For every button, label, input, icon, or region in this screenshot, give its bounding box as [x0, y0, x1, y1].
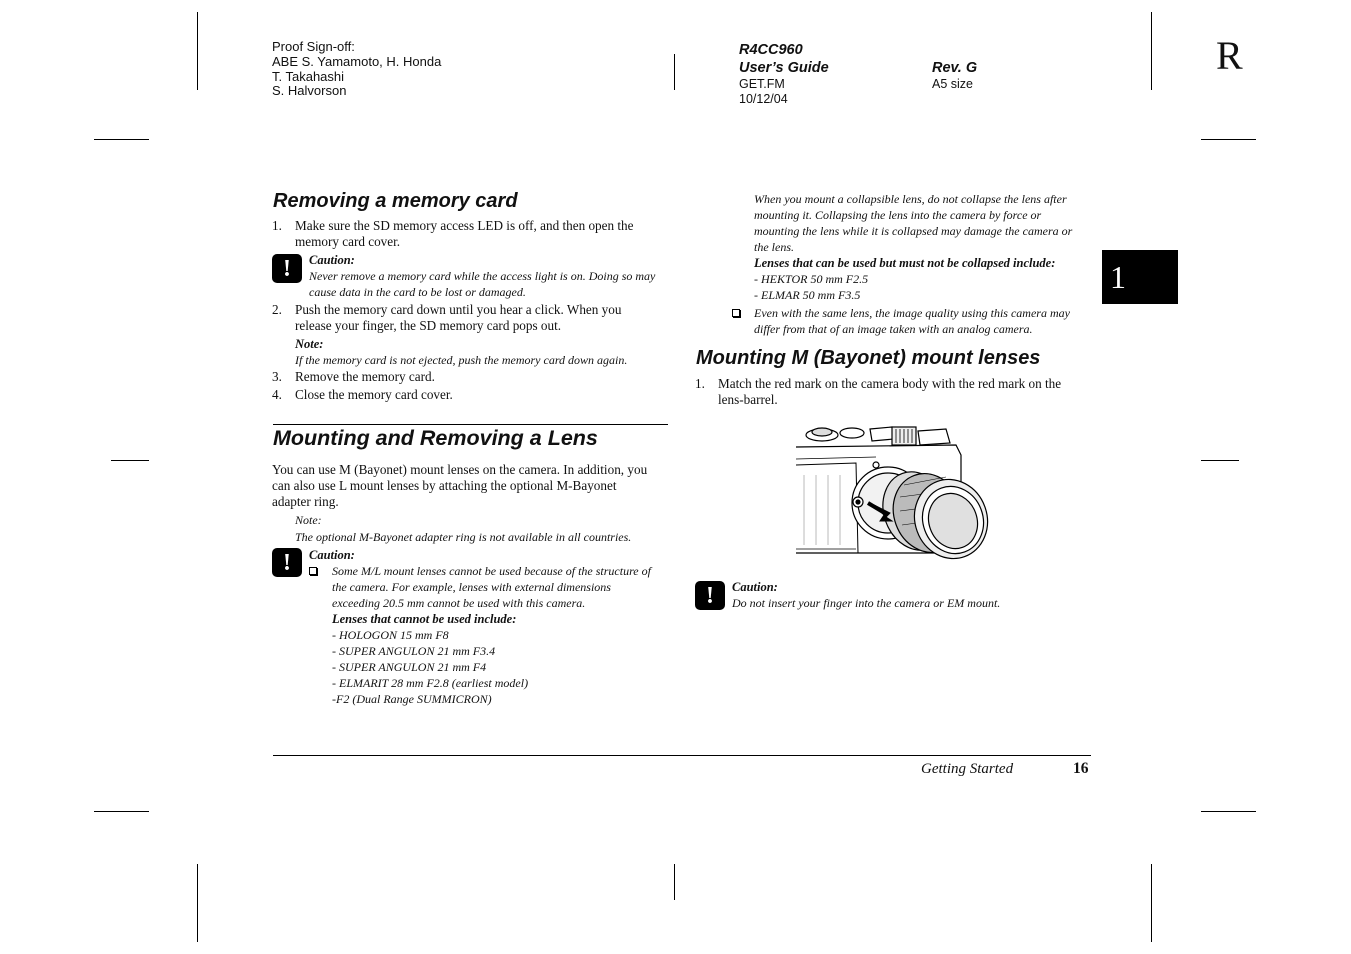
note-block-1 — [295, 336, 627, 368]
caution-text: the lens. — [754, 240, 794, 254]
note-block-2 — [295, 512, 631, 545]
paragraph-line: You can use M (Bayonet) mount lenses on the camera. In addition, you — [272, 462, 648, 477]
image-quality-bullet — [754, 305, 1099, 337]
cannot-use-label: Lenses that cannot be used include: — [332, 612, 517, 626]
caution-text: mounting the lens while it is collapsed may damage the camera or — [754, 224, 1073, 238]
proof-signoff — [272, 40, 441, 99]
caution-exclamation-icon: ! — [695, 581, 725, 610]
lens-list-item: -F2 (Dual Range SUMMICRON) — [332, 692, 492, 706]
caution-text: Even with the same lens, the image quality using this camera may — [754, 306, 1070, 320]
step-text: Remove the memory card. — [295, 369, 435, 384]
lens-list-item: - HOLOGON 15 mm F8 — [332, 628, 449, 642]
proof-line: S. Halvorson — [272, 83, 347, 99]
note-text: The optional M-Bayonet adapter ring is not available in all countries. — [295, 530, 632, 544]
lens-list-item: - HEKTOR 50 mm F2.5 — [754, 272, 869, 286]
can-use-label: Lenses that can be used but must not be collapsed include: — [754, 256, 1056, 270]
page-number: 16 — [1073, 760, 1089, 777]
paragraph-line: adapter ring. — [272, 494, 339, 510]
caution-block-3 — [732, 579, 1097, 611]
corner-letter: R — [1216, 33, 1243, 78]
step-number: 2. — [272, 302, 282, 317]
footer-rule — [273, 755, 1091, 756]
section-title-mounting-bayonet: Mounting M (Bayonet) mount lenses — [696, 347, 1041, 369]
step-number: 3. — [272, 369, 282, 384]
step-text: Push the memory card down until you hear a click. When you — [295, 302, 622, 317]
caution-text: the camera. For example, lenses with external dimensions — [332, 580, 611, 594]
crop-mark-right-middle — [1201, 460, 1239, 461]
step-2 — [272, 302, 672, 334]
crop-mark-right-lower — [1201, 811, 1256, 812]
intro-paragraph — [272, 462, 672, 511]
caution-text: mounting it. Collapsing the lens into the camera by force or — [754, 208, 1042, 222]
caution-text: Some M/L mount lenses cannot be used because of the structure of — [332, 564, 651, 578]
section-title-removing-memory-card: Removing a memory card — [273, 190, 518, 212]
caution-label: Caution: — [309, 548, 355, 562]
document-info — [739, 41, 829, 107]
proof-line: ABE S. Yamamoto, H. Honda — [272, 53, 442, 69]
caution-label: Caution: — [309, 253, 355, 267]
section-title-mounting-removing-lens: Mounting and Removing a Lens — [273, 426, 598, 450]
lens-list-item: - ELMARIT 28 mm F2.8 (earliest model) — [332, 676, 529, 690]
crop-mark-left-upper — [94, 139, 149, 140]
paragraph-line: can also use L mount lenses by attaching the optional M-Bayonet — [272, 478, 617, 494]
crop-mark-left-middle — [111, 460, 149, 461]
checkbox-bullet-icon — [732, 309, 740, 317]
document-file: GET.FM — [739, 77, 785, 91]
caution-block-2 — [309, 547, 674, 707]
caution-exclamation-icon: ! — [272, 548, 302, 577]
step-text: release your finger, the SD memory card pops out. — [295, 318, 562, 334]
footer-section: Getting Started — [921, 761, 1014, 777]
step-text: Close the memory card cover. — [295, 387, 453, 402]
step-text: Match the red mark on the camera body with the red mark on the — [718, 376, 1062, 391]
document-date: 10/12/04 — [739, 92, 788, 106]
caution-text: exceeding 20.5 mm cannot be used with this camera. — [332, 596, 586, 610]
step-4 — [272, 387, 672, 403]
collapsible-lens-block — [754, 191, 1099, 303]
caution-label: Caution: — [732, 580, 778, 594]
lens-list-item: - SUPER ANGULON 21 mm F3.4 — [332, 644, 496, 658]
step-1 — [272, 218, 672, 250]
step-3 — [272, 369, 672, 385]
step-1-right — [695, 376, 1095, 408]
document-guide: User’s Guide — [739, 60, 829, 76]
step-number: 1. — [272, 218, 282, 233]
crop-mark-bottom-right — [1151, 864, 1152, 942]
crop-mark-bottom-left — [197, 864, 198, 942]
step-number: 4. — [272, 387, 282, 402]
caution-text: cause data in the card to be lost or damaged. — [309, 285, 526, 299]
caution-text: Never remove a memory card while the access light is on. Doing so may — [309, 269, 656, 283]
revision-info — [932, 59, 977, 92]
step-text: Make sure the SD memory access LED is off, and then open the — [295, 218, 634, 233]
crop-mark-right-upper — [1201, 139, 1256, 140]
caution-text: When you mount a collapsible lens, do not collapse the lens after — [754, 192, 1067, 206]
lens-list-item: - ELMAR 50 mm F3.5 — [754, 288, 861, 302]
checkbox-bullet-icon — [309, 567, 317, 575]
revision-label: Rev. G — [932, 60, 978, 76]
caution-text: differ from that of an image taken with an analog camera. — [754, 322, 1033, 336]
proof-line: T. Takahashi — [272, 68, 345, 84]
document-code: R4CC960 — [739, 42, 803, 58]
crop-mark-bottom-center — [674, 864, 675, 900]
note-text: If the memory card is not ejected, push the memory card down again. — [295, 353, 628, 367]
crop-mark-top-center — [674, 54, 675, 90]
chapter-tab: 1 — [1102, 250, 1178, 304]
camera-lens-illustration — [796, 425, 996, 565]
page-size: A5 size — [932, 77, 973, 91]
step-text: lens-barrel. — [718, 392, 778, 408]
crop-mark-top-left — [197, 12, 198, 90]
note-label: Note: — [295, 513, 322, 527]
lens-list-item: - SUPER ANGULON 21 mm F4 — [332, 660, 487, 674]
step-number: 1. — [695, 376, 705, 391]
caution-text: Do not insert your finger into the camera or EM mount. — [732, 596, 1001, 610]
step-text: memory card cover. — [295, 234, 401, 250]
note-label: Note: — [295, 337, 324, 351]
caution-exclamation-icon: ! — [272, 254, 302, 283]
proof-line: Proof Sign-off: — [272, 39, 355, 54]
crop-mark-left-lower — [94, 811, 149, 812]
crop-mark-top-right — [1151, 12, 1152, 90]
caution-block-1 — [309, 252, 674, 300]
